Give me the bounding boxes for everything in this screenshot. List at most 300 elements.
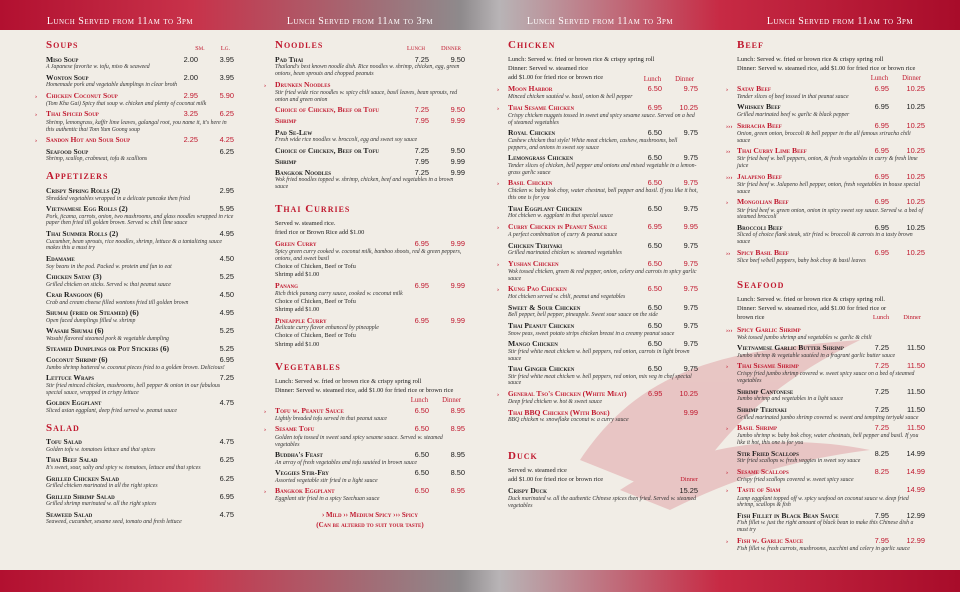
item-price: 6.25 (219, 455, 234, 465)
pepper-icon: › (497, 104, 500, 112)
dinner-price: 10.25 (906, 247, 925, 257)
dinner-price: 9.75 (683, 240, 698, 250)
item-description: Crispy chicken nuggets tossed in sweet and spicy sesame sauce. Served on a bed of steamed vegetables (508, 112, 695, 126)
salad-list (46, 437, 234, 526)
item-description: Wok tossed jumbo shrimp and vegetables w. garlic & chili (737, 334, 872, 341)
item-name: Coconut Shrimp (6) (46, 355, 108, 365)
menu-item-row (726, 535, 925, 546)
dinner-price: 9.75 (683, 178, 698, 188)
pepper-icon: › (497, 391, 500, 399)
lunch-price: 7.95 (414, 156, 429, 166)
section-title: Noodles (275, 39, 324, 51)
item-description: Grilled marinated chicken w. steamed vegetables (508, 250, 622, 257)
spice-legend-note: (Can be altered to suit your taste) (316, 521, 424, 530)
lunch-hours-label: Lunch Served from 11am to 3pm (286, 16, 434, 27)
menu-item-row (46, 55, 234, 64)
dinner-price: 11.50 (907, 423, 925, 433)
item-description: Slice beef w/bell peppers, baby bok choy & basil leaves (737, 258, 866, 265)
menu-item-row (46, 290, 234, 299)
section-heading-seafood (737, 279, 925, 293)
menu-item (46, 254, 234, 270)
dinner-price: 9.50 (450, 145, 465, 155)
item-name: Sesame Scallops (737, 466, 789, 476)
menu-item (497, 389, 698, 406)
dinner-price: 9.99 (450, 315, 465, 325)
item-name: Seafood Soup (46, 146, 89, 156)
dinner-price: 6.25 (219, 146, 234, 156)
pepper-icon: › (264, 407, 267, 415)
item-name: Shrimp Teriyaki (737, 405, 787, 415)
dinner-price: 10.25 (906, 146, 925, 156)
menu-item-row (726, 361, 925, 371)
menu-item-row (264, 79, 465, 90)
item-name: Wonton Soup (46, 72, 89, 82)
dinner-price: 5.90 (219, 90, 234, 100)
section-title: Beef (737, 39, 764, 51)
menu-item (508, 153, 698, 176)
item-description: Stir fried scallops w. fresh veggies in sweet soy sauce (737, 458, 861, 465)
item-description: Assorted vegetable stir fried in a light sauce (275, 477, 378, 484)
item-description: Fish fillet w. just the right amount of black bean to make this Chinese dish a must try (737, 520, 914, 534)
menu-item (46, 344, 234, 353)
top-banner (0, 0, 960, 30)
pepper-icon: ››› (726, 122, 733, 130)
menu-item (508, 408, 698, 424)
intro-line: Served w. steamed rice. (275, 219, 336, 227)
menu-item-row (275, 239, 465, 248)
col-dinner-label: Dinner (442, 397, 461, 405)
menu-item (46, 398, 234, 414)
dinner-price: 9.99 (450, 156, 465, 166)
lunch-price: 8.25 (874, 448, 889, 458)
intro-line: Served w. steamed rice (508, 466, 567, 474)
item-price: 4.75 (219, 398, 234, 408)
price-column-headers (737, 75, 921, 83)
menu-item (275, 450, 465, 466)
dinner-price: 8.95 (450, 424, 465, 434)
menu-item-row (46, 437, 234, 446)
lunch-price: 6.50 (647, 240, 662, 250)
lunch-price: 7.25 (874, 386, 889, 396)
menu-item (275, 55, 465, 78)
lunch-price: 6.50 (647, 321, 662, 331)
menu-item-row (46, 204, 234, 213)
section-heading-salad (46, 422, 234, 436)
pepper-icon: › (264, 81, 267, 89)
menu-item (497, 284, 698, 301)
menu-item-row (726, 146, 925, 156)
dinner-price: 9.75 (683, 203, 698, 213)
soups-list (35, 54, 234, 164)
section-heading-vegetables (275, 361, 465, 375)
lunch-price: 7.95 (874, 511, 889, 520)
menu-item (508, 204, 698, 220)
dinner-price: 9.75 (683, 84, 698, 94)
pepper-icon: › (726, 425, 729, 433)
item-name: Choice of Chicken, Beef or Tofu (275, 145, 380, 155)
lunch-price: 7.25 (874, 361, 889, 371)
menu-column-2 (264, 32, 465, 568)
item-description: BBQ chicken w. snowflake coconut w. a curry sauce (508, 417, 629, 424)
dinner-price: 10.25 (906, 120, 925, 130)
item-description: Jumbo shrimp battered w. coconut pieces fried to a golden brown. Delicious! (46, 364, 225, 371)
section-heading-chicken (508, 39, 698, 53)
item-description: Stir fried minced chicken, mushrooms, bell pepper & onion in our fabulous special sauce, wrapped in crispy lettuce (46, 382, 221, 396)
lunch-price: 6.50 (647, 178, 662, 188)
item-description: Grilled marinated jumbo shrimp covered w. sweet and tempting teriyaki sauce (737, 414, 919, 421)
lunch-price: 6.95 (414, 281, 429, 291)
dinner-price: 9.99 (683, 407, 698, 417)
section-heading-curries (275, 203, 465, 217)
pepper-icon: › (726, 85, 729, 93)
item-description: Grilled marinated beef w. garlic & black pepper (737, 111, 850, 118)
dinner-price: 14.99 (906, 466, 925, 476)
pepper-icon: › (497, 224, 500, 231)
menu-item-row (737, 343, 925, 352)
lunch-price: 6.95 (647, 389, 663, 399)
item-name: Vietnamese Egg Rolls (2) (46, 204, 128, 214)
menu-item-row (726, 324, 925, 335)
seafood-list (726, 324, 925, 553)
menu-item (726, 247, 925, 265)
bottom-banner (0, 570, 960, 592)
lunch-price: 6.50 (647, 153, 662, 163)
menu-item (726, 83, 925, 101)
item-description: Golden tofu tossed in sweet sand spicy sesame sauce. Served w. steamed vegetables (275, 434, 443, 448)
menu-item-row (726, 423, 925, 433)
dinner-price: 9.99 (450, 167, 465, 177)
lunch-price: 7.25 (414, 145, 429, 155)
menu-item (46, 455, 234, 471)
menu-item (726, 361, 925, 385)
menu-item-row (275, 55, 465, 64)
item-price: 5.25 (219, 326, 234, 336)
item-name: Satay Beef (737, 83, 771, 93)
item-description: Lump eggplant topped off w. spicy seafood on coconut sauce w. deep fried shrimp, scallops & fish (737, 495, 909, 509)
item-description: Deep fried chicken w. hot & sweet sauce (508, 399, 602, 406)
menu-item-row (508, 303, 698, 312)
col-lunch-label: Lunch (643, 75, 662, 83)
vegetables-list (264, 405, 465, 503)
menu-item-row (275, 281, 465, 290)
item-name: Sweet & Sour Chicken (508, 303, 581, 312)
menu-item (46, 55, 234, 71)
lunch-price: 6.50 (647, 284, 662, 294)
item-name: Green Curry (275, 239, 317, 249)
lunch-price: 7.25 (874, 343, 889, 353)
intro-line: Lunch: Served w. fried or brown rice & crispy spring roll. (737, 295, 885, 303)
menu-item-row (497, 389, 698, 399)
item-description: Eggplant stir fried in a spicy Szechuan sauce (275, 496, 380, 503)
lunch-price: 7.25 (414, 167, 429, 177)
menu-item-row (275, 157, 465, 166)
item-description: Thailand's best known noodle dish. Rice noodles w. shrimp, chicken, egg, green onions, bean sprouts and chopped peanuts (275, 64, 460, 78)
menu-item (508, 486, 698, 509)
intro-line: Lunch: Served w. fried or brown rice & crispy spring roll (275, 377, 422, 385)
dinner-price: 9.99 (450, 239, 465, 249)
vegetables-intro (275, 377, 465, 396)
item-description: Shrimp, lemongrass, kaffir lime leaves, galangal root, you name it, it's here in this authentic thai Tom Yum Goong soup (46, 119, 227, 133)
item-name: Edamame (46, 254, 75, 264)
lunch-price: 6.50 (414, 405, 429, 415)
pepper-icon: › (264, 488, 267, 496)
menu-item-row (264, 424, 465, 434)
menu-item (46, 73, 234, 89)
pepper-icon: › (35, 137, 38, 145)
spice-legend-levels: › Mild ›› Medium Spicy ››› Spicy (321, 511, 419, 520)
menu-item (46, 492, 234, 508)
item-price: 4.75 (219, 437, 234, 447)
item-description: Bell pepper, bell pepper, pineapple. Sweet sour sauce on the side (508, 312, 658, 319)
item-name: Tofu w. Peanut Sauce (275, 405, 344, 415)
item-name: Shrimp Cantonese (737, 386, 794, 396)
pepper-icon: ››› (726, 326, 733, 334)
menu-item (726, 197, 925, 221)
duck-list (508, 486, 698, 509)
menu-item-row (508, 486, 698, 495)
section-title: Chicken (508, 39, 556, 51)
item-price: 2.95 (219, 186, 234, 196)
item-description: Spicy green curry cooked w. coconut milk, bamboo shoots, red & green peppers, onions, and sweet basil (275, 248, 462, 262)
menu-item (275, 316, 465, 349)
menu-item (737, 223, 925, 246)
menu-item-row (264, 486, 465, 496)
item-description: Seaweed, cucumber, sesame seed, tomato and fresh lettuce (46, 519, 182, 526)
menu-item-row (497, 258, 698, 269)
menu-item (726, 171, 925, 196)
section-title: Seafood (737, 279, 785, 292)
menu-item (726, 535, 925, 553)
dinner-price: 9.50 (450, 105, 465, 115)
dinner-price: 9.75 (683, 153, 698, 163)
item-description: Cashew chicken thai style! White meat chicken, cashew, mushrooms, bell peppers, and onions in sweet soy sauce (508, 137, 678, 151)
pepper-icon: › (264, 426, 267, 434)
menu-item-row (508, 128, 698, 137)
menu-item (508, 303, 698, 319)
menu-item-row (508, 364, 698, 373)
item-name: Spicy Basil Beef (737, 247, 789, 257)
intro-line: brown rice (737, 314, 765, 322)
pepper-icon: ››› (726, 173, 733, 181)
item-name: Golden Eggplant (46, 398, 102, 408)
intro-line: fried rice or Brown Rice add $1.00 (275, 229, 365, 237)
item-name: Whiskey Beef (737, 102, 781, 112)
pepper-icon: › (497, 180, 500, 188)
lunch-price: 6.95 (414, 315, 429, 325)
menu-item (46, 326, 234, 342)
menu-item-row (264, 405, 465, 416)
menu-item (737, 343, 925, 359)
dinner-price: 9.75 (683, 364, 698, 374)
item-description: Cucumber, bean sprouts, rice noodles, shrimp, lettuce & a tantalizing sauce makes this a must try (46, 238, 222, 252)
dinner-price: 14.99 (906, 448, 925, 458)
dinner-price: 9.75 (683, 128, 698, 138)
pepper-icon: › (726, 363, 729, 371)
item-description: Fish fillet w. fresh carrots, mushrooms, zucchini and celery in garlic sauce (737, 546, 910, 553)
dinner-price: 9.95 (683, 222, 698, 231)
menu-item (275, 168, 465, 191)
item-name: Thai Sesame Shrimp (737, 361, 799, 371)
menu-column-3 (497, 32, 698, 568)
lunch-price: 6.50 (414, 468, 429, 478)
section-heading-noodles (275, 39, 465, 53)
intro-line: Dinner: Served w. steamed rice, add $1.00 for fried rice or (737, 305, 887, 313)
item-name: Basil Shrimp (737, 423, 778, 433)
item-name: Thai Peanut Chicken (508, 321, 575, 331)
menu-item (275, 281, 465, 314)
menu-item (737, 511, 925, 534)
lunch-price: 3.25 (183, 109, 198, 119)
item-name: Basil Chicken (508, 178, 553, 188)
menu-item-row (497, 284, 698, 294)
item-price: 4.50 (219, 290, 234, 300)
section-heading-beef (737, 39, 925, 53)
dinner-price: 9.50 (450, 54, 465, 64)
section-heading-soups (46, 39, 234, 53)
item-price: 4.95 (219, 308, 234, 318)
menu-item-row (46, 398, 234, 407)
lunch-price: 6.50 (647, 84, 662, 94)
menu-item (497, 102, 698, 127)
dinner-price: 8.50 (450, 468, 465, 478)
menu-item (264, 486, 465, 503)
menu-item-row (46, 272, 234, 281)
lunch-price: 6.95 (874, 83, 889, 93)
menu-item-row (46, 474, 234, 483)
col-lunch-label: Lunch (872, 314, 890, 322)
item-description: Wasabi flavored steamed pork & vegetable dumpling (46, 335, 169, 342)
menu-item-row (726, 171, 925, 182)
lunch-price: 6.95 (647, 102, 662, 112)
item-description: Grilled chicken on sticks. Served w. thai peanut sauce (46, 281, 171, 288)
item-description: Jumbo shrimp and vegetables in a light sauce (737, 396, 844, 403)
item-description: A perfect combination of curry & peanut sauce (508, 232, 618, 239)
menu-item (737, 102, 925, 118)
item-description: Shredded vegetables wrapped in a delicate pancake then fried (46, 195, 191, 202)
menu-item (275, 239, 465, 279)
dinner-price: 3.95 (219, 54, 234, 64)
dinner-price: 8.95 (450, 405, 465, 415)
item-description: Sliced asian eggplant, deep fried served w. peanut sauce (46, 407, 177, 414)
dinner-price: 12.99 (906, 511, 925, 520)
item-name: Lettuce Wraps (46, 373, 95, 383)
menu-item-row (737, 449, 925, 458)
item-name: Thai BBQ Chicken (With Bone) (508, 407, 610, 417)
item-description: Homemade pork and vegetable dumplings in clear broth (46, 82, 177, 89)
menu-item (35, 135, 234, 145)
item-name: Crispy Spring Rolls (2) (46, 186, 121, 196)
menu-item-row (46, 344, 234, 353)
intro-line: Dinner: Served w. steamed rice, add $1.00 for fried rice or brown rice (275, 387, 454, 395)
item-price: 6.95 (219, 355, 234, 365)
item-description: Jumbo shrimp & vegetable sautéed in a fragrant garlic butter sauce (737, 352, 896, 359)
curries-list (275, 239, 465, 349)
item-price: 4.95 (219, 229, 234, 239)
item-description: Golden tofu w. tomatoes lettuce and thai spices (46, 446, 156, 453)
intro-line: Dinner: Served w. steamed rice (508, 65, 588, 73)
lunch-price: 6.95 (874, 247, 889, 257)
item-name: Vietnamese Garlic Butter Shrimp (737, 343, 844, 353)
dinner-price: 9.75 (683, 284, 698, 294)
protein-option: Choice of Chicken, Beef or Tofu (275, 262, 356, 270)
lunch-price: 6.50 (647, 128, 662, 138)
intro-line: Lunch: Served w. fried or brown rice & crispy spring roll (737, 55, 884, 63)
price-column-headers (275, 397, 461, 405)
dinner-price: 10.25 (906, 197, 925, 207)
menu-item (35, 90, 234, 108)
item-description: Tender slices of beef tossed in thai peanut sauce (737, 93, 849, 100)
item-price: 15.25 (679, 486, 698, 496)
menu-item (497, 84, 698, 101)
menu-item (726, 423, 925, 447)
beef-list (726, 83, 925, 265)
item-price: 5.25 (219, 272, 234, 282)
section-title: Appetizers (46, 170, 109, 183)
menu-item (46, 373, 234, 396)
lunch-price: 7.25 (874, 423, 889, 433)
lunch-price: 6.95 (647, 222, 662, 231)
protein-option: Shrimp add $1.00 (275, 271, 320, 279)
menu-item-row (275, 146, 465, 155)
lunch-price: 7.95 (874, 535, 889, 545)
item-description: Crispy fried jumbo shrimp covered w. sweet spicy sauce on a bed of steamed vegetables (737, 371, 915, 385)
item-name: Sriracha Beef (737, 120, 782, 130)
item-description: Fresh wide rice noodles w. broccoli, egg and sweet soy sauce (275, 137, 418, 143)
dinner-price: 8.95 (450, 486, 465, 496)
curries-intro (275, 219, 465, 238)
item-description: Minced chicken sautéed w. basil, onion & bell pepper (508, 94, 633, 101)
pepper-icon: › (726, 537, 729, 545)
menu-item (726, 466, 925, 484)
pepper-icon: › (726, 487, 729, 495)
dinner-price: 12.99 (906, 535, 925, 545)
menu-item-row (46, 308, 234, 317)
item-price: 6.25 (219, 473, 234, 483)
protein-option: Choice of Chicken, Beef or Tofu (275, 332, 356, 340)
menu-item-row (508, 241, 698, 250)
item-name: Chicken Satay (3) (46, 272, 102, 282)
menu-item (508, 128, 698, 151)
item-name: Curry Chicken in Peanut Sauce (508, 222, 608, 231)
menu-item-row (46, 492, 234, 501)
menu-item (46, 229, 234, 252)
item-description: It's sweet, sour, salty and spicy w. tomatoes, lettuce and thai spices (46, 464, 201, 471)
item-name: Thai Beef Salad (46, 455, 98, 465)
item-name: Wasabi Shumai (6) (46, 326, 104, 336)
dinner-price: 11.50 (907, 361, 925, 371)
item-description: Chicken w. baby bok choy, water chestnut, bell pepper and basil. If you like it hot, this one is for you (508, 188, 698, 202)
menu-item (275, 157, 465, 166)
dinner-price: 10.25 (679, 102, 698, 112)
menu-item-row (508, 408, 698, 417)
item-name: General Tso's Chicken (White Meat) (507, 389, 627, 399)
menu-item-row (275, 316, 465, 325)
dinner-price: 14.99 (906, 485, 925, 495)
item-description: Wok tossed chicken, green & red pepper, onion, celery and carrots in spicy garlic sauce (508, 268, 697, 282)
col-dinner-label: Dinner (902, 75, 921, 83)
item-price: 6.95 (219, 491, 234, 501)
menu-item-row (46, 355, 234, 364)
item-name: Crispy Duck (508, 486, 547, 496)
col-lunch-label: Lunch (870, 75, 889, 83)
menu-item-row (275, 128, 465, 137)
col-small-label: Sm. (195, 44, 205, 52)
item-name: Jalapeno Beef (737, 171, 782, 181)
lunch-price: 2.95 (183, 90, 198, 100)
section-heading-duck (508, 450, 698, 464)
protein-option: Shrimp add $1.00 (275, 340, 320, 348)
item-description: Stir fried beef w. Jalapeno bell pepper, onion, fresh vegetables in house special sauce (737, 181, 921, 195)
